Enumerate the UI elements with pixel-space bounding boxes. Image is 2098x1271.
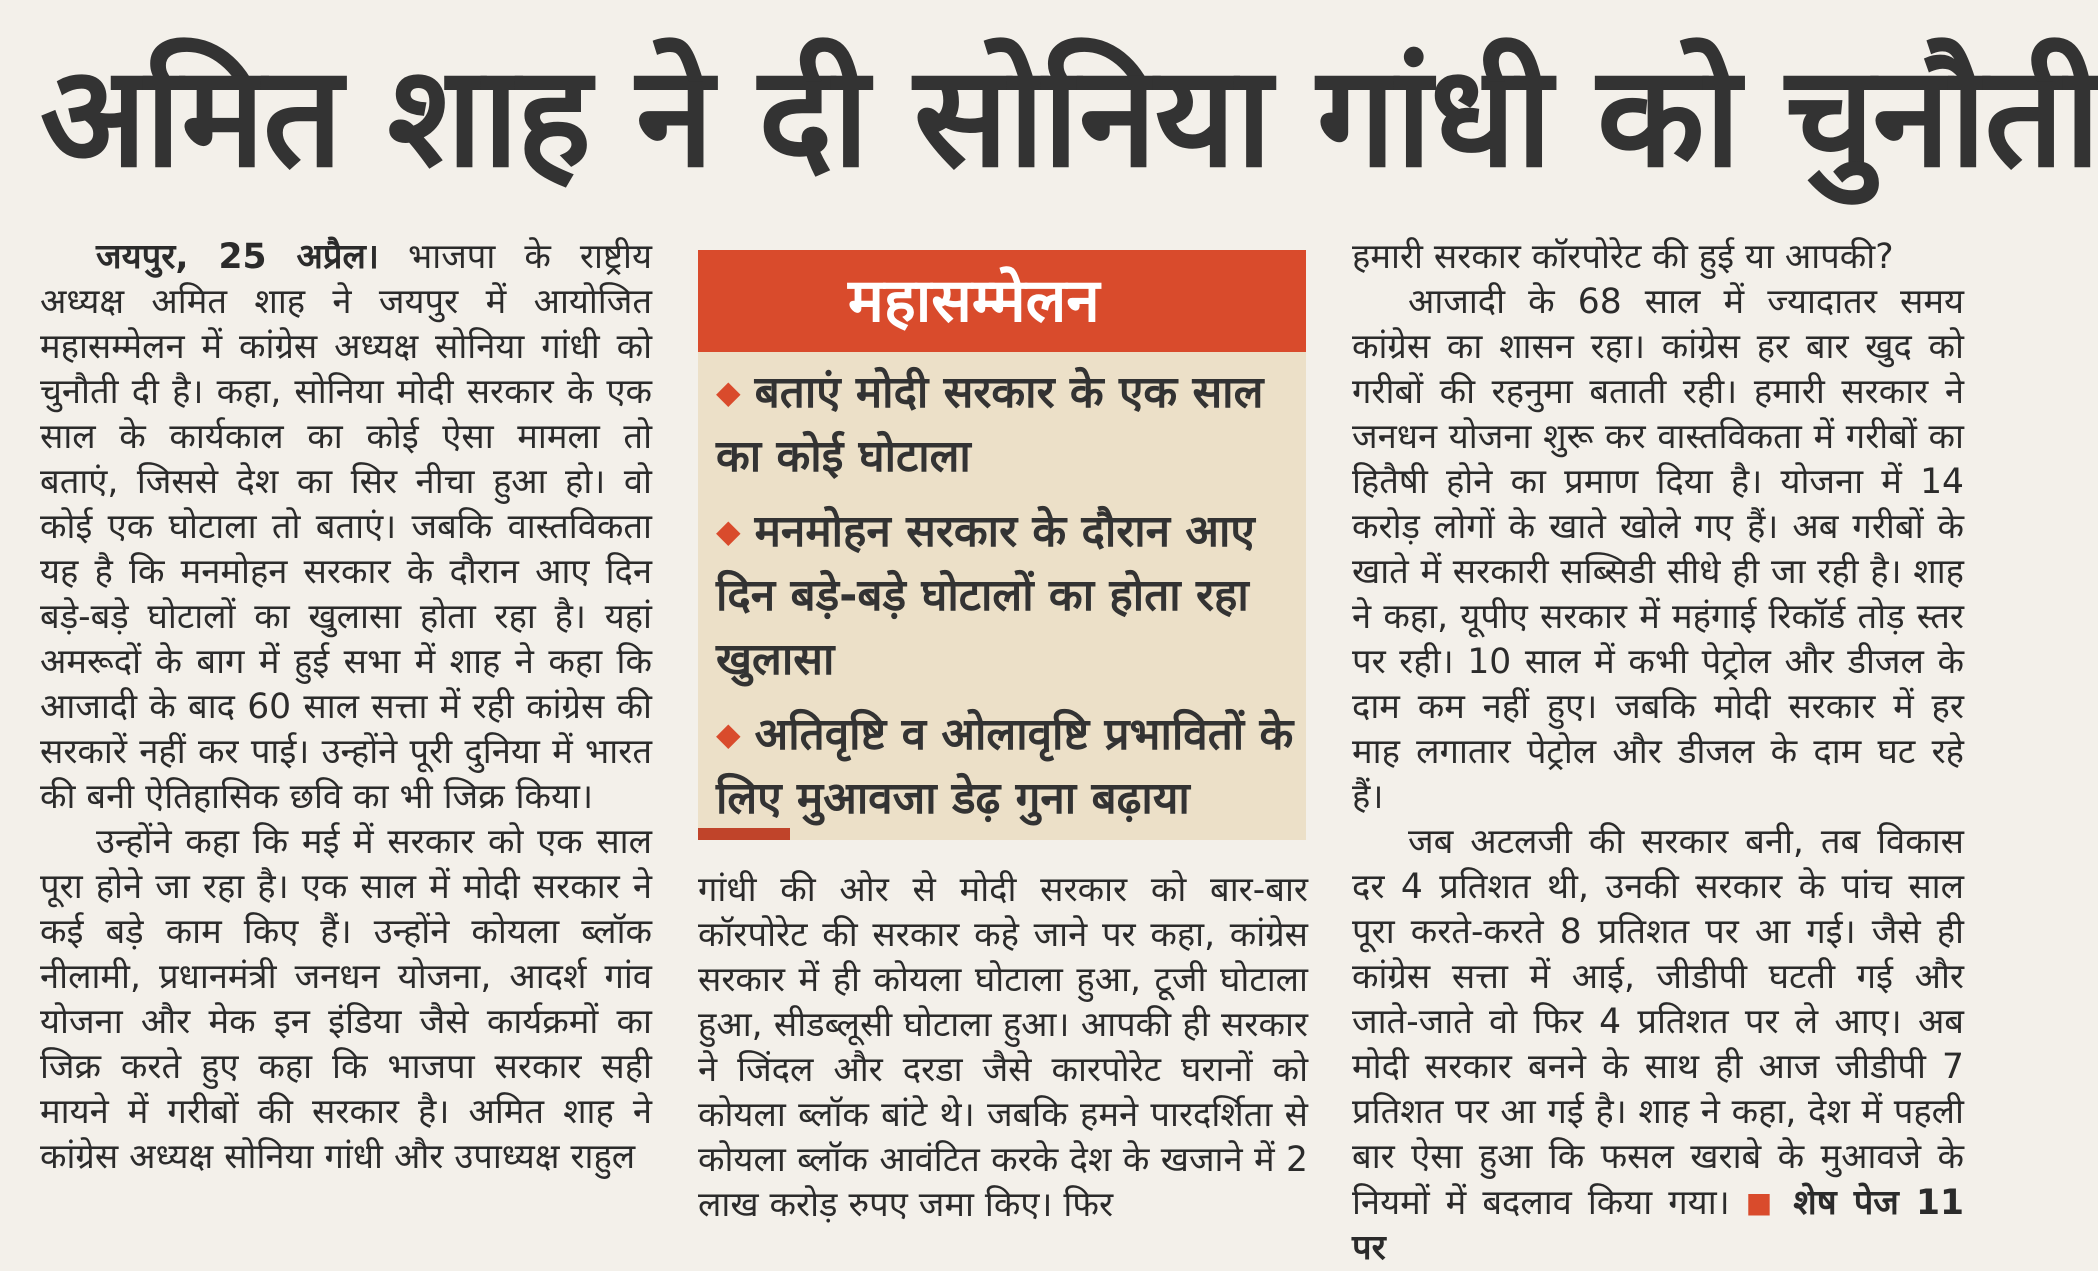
right-paragraph-1: हमारी सरकार कॉरपोरेट की हुई या आपकी?	[1352, 237, 1894, 277]
highlight-item-text: मनमोहन सरकार के दौरान आए दिन बड़े-बड़े घोटालों का होता रहा खुलासा	[716, 506, 1255, 685]
highlight-item-text: बताएं मोदी सरकार के एक साल का कोई घोटाला	[716, 367, 1264, 482]
left-paragraph-2: उन्होंने कहा कि मई में सरकार को एक साल पूरा होने जा रहा है। एक साल में मोदी सरकार ने कई बड़े काम किए हैं। उन्होंने कोयला ब्लॉक नीलामी, प्रधानमंत्री जनधन योजना, आदर्श गांव योजना और मेक इन इंडिया जैसे कार्यक्रमों का जिक्र करते हुए कहा कि भाजपा सरकार सही मायने में गरीबों की सरकार है। अमित शाह ने कांग्रेस अध्यक्ष सोनिया गांधी और उपाध्यक्ष राहुल	[40, 822, 652, 1177]
highlight-item-text: अतिवृष्टि व ओलावृष्टि प्रभावितों के लिए मुआवजा डेढ़ गुना बढ़ाया	[716, 709, 1294, 824]
left-paragraph-1	[40, 235, 652, 820]
right-column	[1352, 235, 1964, 1268]
highlight-item	[716, 702, 1302, 831]
square-stop-icon: ■	[1745, 1186, 1778, 1219]
diamond-bullet-icon: ◆	[716, 512, 741, 550]
headline: अमित शाह ने दी सोनिया गांधी को चुनौती	[40, 36, 2098, 199]
right-para3-text: जब अटलजी की सरकार बनी, तब विकास दर 4 प्रतिशत थी, उनकी सरकार के पांच साल पूरा करते-करते 8 प्रतिशत पर आ गई। जैसे ही कांग्रेस सत्ता में आई, जीडीपी घटती गई और जाते-जाते वो फिर 4 प्रतिशत पर ले आए। अब मोदी सरकार बनने के साथ ही आज जीडीपी 7 प्रतिशत पर आ गई है। शाह ने कहा, देश में पहली बार ऐसा हुआ कि फसल खराबे के मुआवजे के नियमों में बदलाव किया गया।	[1352, 822, 1964, 1223]
left-para1-text: भाजपा के राष्ट्रीय अध्यक्ष अमित शाह ने जयपुर में आयोजित महासम्मेलन में कांग्रेस अध्यक्ष सोनिया गांधी को चुनौती दी है। कहा, सोनिया मोदी सरकार के एक साल के कार्यकाल का कोई ऐसा मामला तो बताएं, जिससे देश का सिर नीचा हुआ हो। वो कोई एक घोटाला तो बताएं। जबकि वास्तविकता यह है कि मनमोहन सरकार के दौरान आए दिन बड़े-बड़े घोटालों का खुलासा होता रहा है। यहां अमरूदों के बाग में हुई सभा में शाह ने कहा कि आजादी के बाद 60 साल सत्ता में रही कांग्रेस की सरकारें नहीं कर पाई। उन्होंने पूरी दुनिया में भारत की बनी ऐतिहासिक छवि का भी जिक्र किया।	[40, 237, 652, 817]
highlight-item	[716, 360, 1302, 489]
middle-column	[698, 868, 1308, 1248]
highlight-box-title: महासम्मेलन	[848, 266, 1100, 336]
dateline: जयपुर, 25 अप्रैल।	[96, 237, 379, 277]
box-accent-stub	[698, 828, 790, 840]
continued-note: शेष पेज 11 पर	[1352, 1183, 1964, 1268]
highlight-item	[716, 499, 1302, 692]
diamond-bullet-icon: ◆	[716, 715, 741, 753]
highlight-list	[716, 360, 1302, 841]
right-paragraph-2: आजादी के 68 साल में ज्यादातर समय कांग्रेस का शासन रहा। कांग्रेस हर बार खुद को गरीबों की रहनुमा बताती रही। हमारी सरकार ने जनधन योजना शुरू कर वास्तविकता में गरीबों का हितैषी होने का प्रमाण दिया है। योजना में 14 करोड़ लोगों के खाते खोले गए हैं। अब गरीबों के खाते में सरकारी सब्सिडी सीधे ही जा रही है। शाह ने कहा, यूपीए सरकार में महंगाई रिकॉर्ड तोड़ स्तर पर रही। 10 साल में कभी पेट्रोल और डीजल के दाम कम नहीं हुए। जबकि मोदी सरकार में हर माह लगातार पेट्रोल और डीजल के दाम घट रहे हैं।	[1352, 282, 1964, 817]
left-column	[40, 235, 652, 1245]
middle-paragraph-1: गांधी की ओर से मोदी सरकार को बार-बार कॉरपोरेट की सरकार कहे जाने पर कहा, कांग्रेस सरकार में ही कोयला घोटाला हुआ, टूजी घोटाला हुआ, सीडब्लूसी घोटाला हुआ। आपकी ही सरकार ने जिंदल और दरडा जैसे कारपोरेट घरानों को कोयला ब्लॉक बांटे थे। जबकि हमने पारदर्शिता से कोयला ब्लॉक आवंटित करके देश के खजाने में 2 लाख करोड़ रुपए जमा किए। फिर	[698, 870, 1308, 1225]
right-paragraph-3	[1352, 820, 1964, 1271]
diamond-bullet-icon: ◆	[716, 373, 741, 411]
